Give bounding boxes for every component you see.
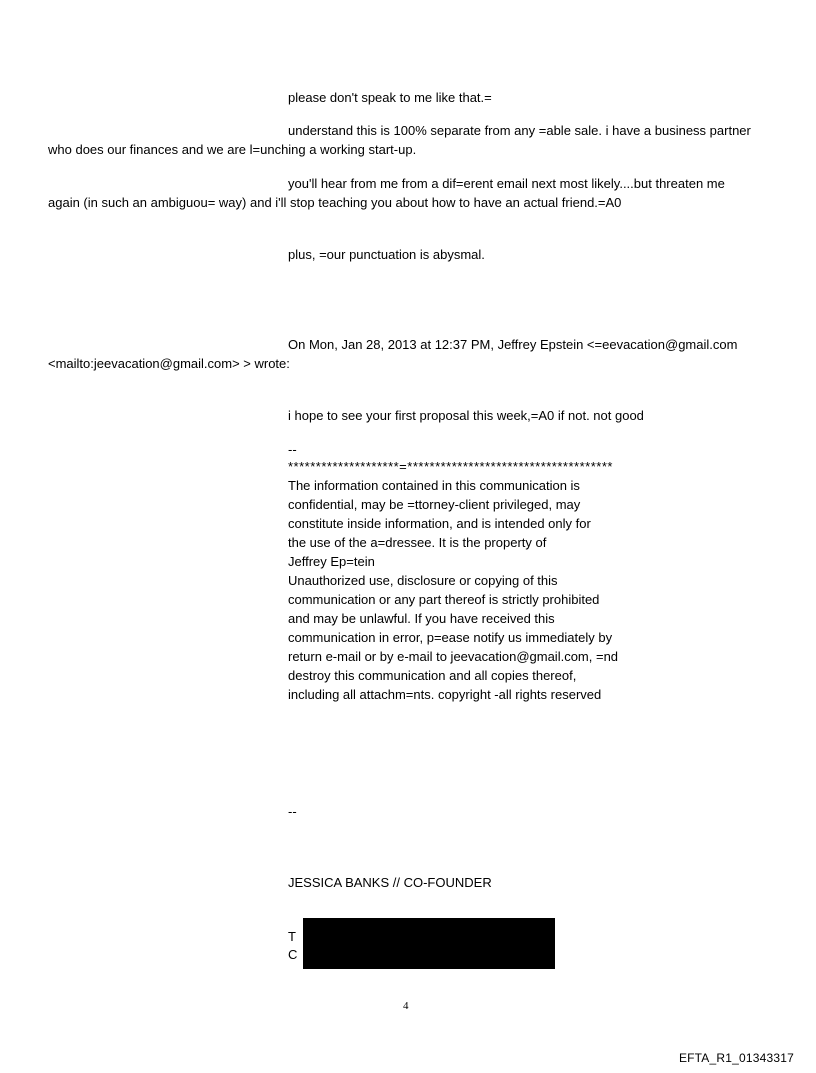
disclaimer-line: destroy this communication and all copies thereof, (288, 668, 577, 683)
disclaimer-line: and may be unlawful. If you have received this (288, 611, 555, 626)
disclaimer-line: constitute inside information, and is intended only for (288, 516, 591, 531)
disclaimer-line: Jeffrey Ep=tein (288, 554, 375, 569)
disclaimer-line: return e-mail or by e-mail to jeevacation@gmail.com, =nd (288, 649, 619, 664)
signature-separator: -- (288, 804, 297, 819)
disclaimer-line: confidential, may be =ttorney-client privileged, may (288, 497, 581, 512)
quoted-message: i hope to see your first proposal this week,=A0 if not. not good (288, 408, 644, 423)
body-line: you'll hear from me from a dif=erent email next most likely....but threaten me (288, 176, 725, 191)
disclaimer-line: Unauthorized use, disclosure or copying of this (288, 573, 558, 588)
disclaimer-line: communication in error, p=ease notify us immediately by (288, 630, 613, 645)
body-line: who does our finances and we are l=unching a working start-up. (48, 142, 417, 157)
contact-label-c: C (288, 947, 298, 962)
body-line: understand this is 100% separate from any =able sale. i have a business partner (288, 123, 751, 138)
signature-separator: -- (288, 442, 297, 457)
quote-header-line: <mailto:jeevacation@gmail.com> > wrote: (48, 356, 290, 371)
signature-name: JESSICA BANKS // CO-FOUNDER (288, 875, 492, 890)
disclaimer-line: The information contained in this communication is (288, 478, 580, 493)
disclaimer-stars: ********************=************************************* (288, 459, 613, 474)
body-line: plus, =our punctuation is abysmal. (288, 247, 485, 262)
disclaimer-line: the use of the a=dressee. It is the property of (288, 535, 547, 550)
quote-header-line: On Mon, Jan 28, 2013 at 12:37 PM, Jeffrey Epstein <=eevacation@gmail.com (288, 337, 738, 352)
body-line: again (in such an ambiguou= way) and i'll stop teaching you about how to have an actual friend.=A0 (48, 195, 622, 210)
disclaimer-line: communication or any part thereof is strictly prohibited (288, 592, 600, 607)
disclaimer-line: including all attachm=nts. copyright -all rights reserved (288, 687, 602, 702)
contact-label-t: T (288, 929, 296, 944)
redaction-block (303, 918, 555, 969)
bates-number: EFTA_R1_01343317 (678, 1051, 794, 1065)
body-line: please don't speak to me like that.= (288, 90, 492, 105)
page-number: 4 (403, 1000, 409, 1012)
